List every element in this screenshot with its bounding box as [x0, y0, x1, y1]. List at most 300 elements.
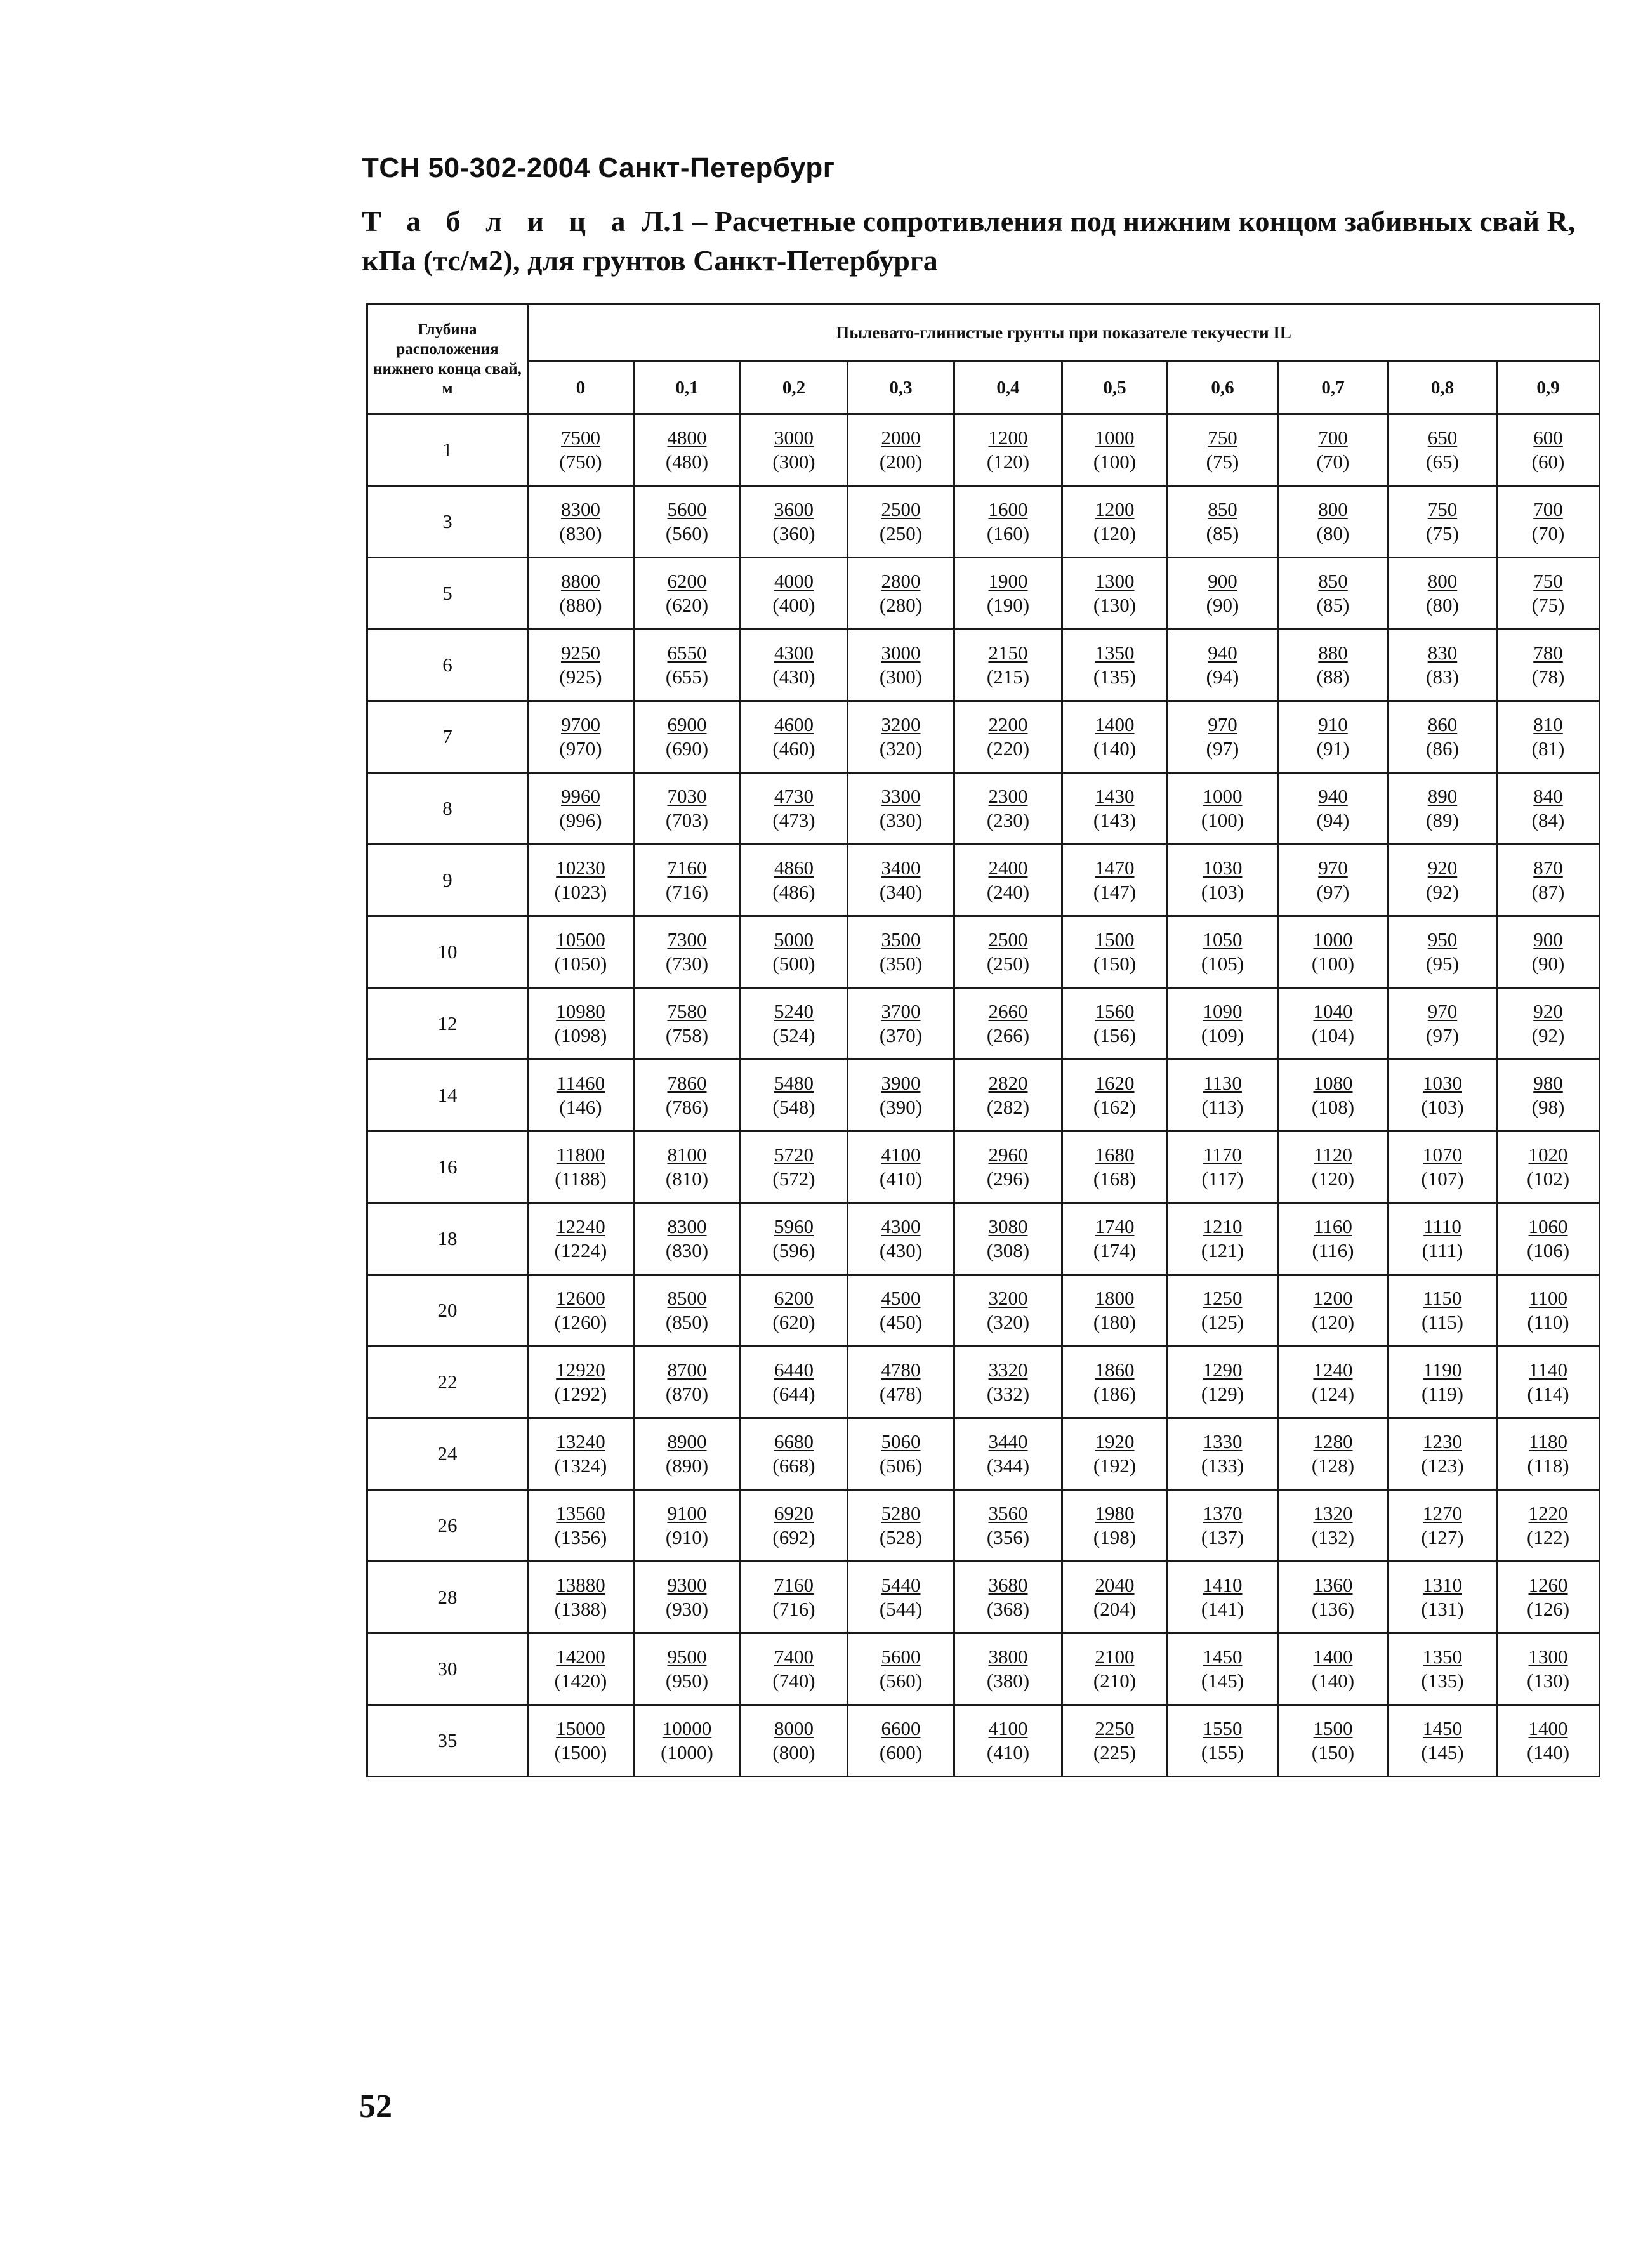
value-kpa: 3000 [774, 426, 814, 449]
value-tsm2: (114) [1527, 1383, 1569, 1405]
resistance-cell [634, 1562, 741, 1633]
value-tsm2: (750) [559, 451, 602, 473]
value-tsm2: (1324) [554, 1454, 607, 1477]
value-tsm2: (730) [665, 953, 709, 975]
value-kpa: 1130 [1203, 1072, 1242, 1094]
value-tsm2: (890) [665, 1454, 709, 1477]
resistance-cell [1497, 486, 1600, 558]
value-kpa: 780 [1533, 642, 1563, 664]
resistance-cell [1278, 1562, 1389, 1633]
resistance-cell [954, 414, 1062, 486]
value-tsm2: (104) [1311, 1024, 1355, 1046]
resistance-cell [741, 630, 848, 701]
resistance-cell [528, 916, 634, 988]
value-kpa: 8300 [667, 1215, 707, 1237]
value-kpa: 1450 [1423, 1717, 1462, 1739]
value-tsm2: (90) [1531, 953, 1565, 975]
value-kpa: 1070 [1423, 1144, 1462, 1166]
resistance-cell [954, 1633, 1062, 1705]
resistance-cell [1168, 845, 1278, 916]
resistance-cell [528, 701, 634, 773]
value-kpa: 8800 [561, 570, 600, 592]
depth-cell: 6 [367, 630, 528, 701]
resistance-cell [954, 1705, 1062, 1777]
value-kpa: 1470 [1095, 857, 1135, 879]
resistance-cell [1497, 1633, 1600, 1705]
value-kpa: 1270 [1423, 1502, 1462, 1524]
value-kpa: 940 [1208, 642, 1237, 664]
value-tsm2: (703) [665, 809, 709, 831]
value-kpa: 8300 [561, 498, 600, 520]
value-tsm2: (95) [1426, 953, 1459, 975]
resistance-cell [1168, 1347, 1278, 1418]
value-tsm2: (150) [1093, 953, 1137, 975]
value-tsm2: (716) [772, 1598, 815, 1620]
value-kpa: 1980 [1095, 1502, 1135, 1524]
depth-cell: 9 [367, 845, 528, 916]
value-tsm2: (1356) [554, 1526, 607, 1548]
value-kpa: 1360 [1313, 1574, 1353, 1596]
resistance-cell [528, 1131, 634, 1203]
depth-cell: 12 [367, 988, 528, 1060]
resistance-cell [741, 414, 848, 486]
resistance-cell [1062, 1705, 1168, 1777]
resistance-cell [741, 1203, 848, 1275]
value-tsm2: (100) [1201, 809, 1244, 831]
resistance-cell [848, 1490, 954, 1562]
table-row [367, 1275, 1600, 1347]
value-kpa: 1200 [1313, 1287, 1353, 1309]
value-tsm2: (400) [772, 594, 815, 616]
value-tsm2: (320) [879, 737, 923, 760]
resistance-cell [1497, 1418, 1600, 1490]
value-kpa: 2100 [1095, 1645, 1135, 1668]
value-tsm2: (75) [1426, 522, 1459, 544]
value-tsm2: (1500) [554, 1741, 607, 1764]
resistance-cell [1497, 1060, 1600, 1131]
resistance-cell [528, 1203, 634, 1275]
value-tsm2: (91) [1316, 737, 1350, 760]
resistance-cell [1278, 1705, 1389, 1777]
resistance-cell [1062, 1490, 1168, 1562]
value-tsm2: (107) [1421, 1168, 1464, 1190]
resistance-cell [1278, 630, 1389, 701]
value-tsm2: (280) [879, 594, 923, 616]
value-kpa: 1900 [988, 570, 1028, 592]
value-kpa: 8100 [667, 1144, 707, 1166]
resistance-cell [634, 558, 741, 630]
value-tsm2: (75) [1531, 594, 1565, 616]
value-tsm2: (116) [1312, 1239, 1354, 1262]
value-tsm2: (110) [1527, 1311, 1569, 1333]
value-tsm2: (120) [1311, 1168, 1355, 1190]
resistance-cell [1389, 630, 1497, 701]
value-kpa: 870 [1533, 857, 1563, 879]
table-caption-label: Т а б л и ц а [362, 205, 635, 237]
value-kpa: 2300 [988, 785, 1028, 807]
resistance-cell [1389, 1060, 1497, 1131]
value-kpa: 1550 [1203, 1717, 1243, 1739]
value-tsm2: (300) [772, 451, 815, 473]
resistance-cell [848, 1060, 954, 1131]
value-kpa: 1320 [1313, 1502, 1353, 1524]
resistance-cell [741, 1347, 848, 1418]
value-tsm2: (786) [665, 1096, 709, 1118]
resistance-cell [954, 1490, 1062, 1562]
value-kpa: 1600 [988, 498, 1028, 520]
value-kpa: 800 [1318, 498, 1348, 520]
value-tsm2: (147) [1093, 881, 1137, 903]
value-tsm2: (1420) [554, 1670, 607, 1692]
value-tsm2: (113) [1201, 1096, 1244, 1118]
value-tsm2: (473) [772, 809, 815, 831]
value-tsm2: (122) [1526, 1526, 1570, 1548]
resistance-cell [1497, 1562, 1600, 1633]
value-kpa: 10000 [662, 1717, 712, 1739]
value-tsm2: (370) [879, 1024, 923, 1046]
value-kpa: 2800 [881, 570, 921, 592]
resistance-cell [1389, 1275, 1497, 1347]
value-kpa: 7860 [667, 1072, 707, 1094]
value-tsm2: (140) [1311, 1670, 1355, 1692]
resistance-cell [1389, 1347, 1497, 1418]
resistance-cell [741, 1275, 848, 1347]
resistance-cell [1062, 1633, 1168, 1705]
table-row [367, 414, 1600, 486]
value-kpa: 1740 [1095, 1215, 1135, 1237]
resistance-cell [528, 1633, 634, 1705]
resistance-cell [954, 486, 1062, 558]
value-tsm2: (80) [1316, 522, 1350, 544]
resistance-cell [741, 773, 848, 845]
value-kpa: 10500 [556, 928, 605, 951]
liquidity-index-header: 0,9 [1497, 362, 1600, 414]
value-tsm2: (300) [879, 666, 923, 688]
resistance-cell [954, 916, 1062, 988]
resistance-cell [954, 701, 1062, 773]
value-tsm2: (560) [665, 522, 709, 544]
resistance-cell [741, 845, 848, 916]
resistance-cell [1168, 1490, 1278, 1562]
resistance-cell [528, 1705, 634, 1777]
table-row [367, 1562, 1600, 1633]
value-kpa: 4730 [774, 785, 814, 807]
resistance-cell [1168, 701, 1278, 773]
value-tsm2: (105) [1201, 953, 1244, 975]
resistance-cell [954, 988, 1062, 1060]
resistance-cell [848, 558, 954, 630]
value-tsm2: (740) [772, 1670, 815, 1692]
value-kpa: 12240 [556, 1215, 605, 1237]
depth-cell: 14 [367, 1060, 528, 1131]
value-tsm2: (215) [986, 666, 1030, 688]
resistance-cell [634, 701, 741, 773]
value-tsm2: (100) [1093, 451, 1137, 473]
resistance-cell [1389, 486, 1497, 558]
resistance-cell [1062, 701, 1168, 773]
value-tsm2: (78) [1531, 666, 1565, 688]
value-tsm2: (156) [1093, 1024, 1137, 1046]
value-tsm2: (600) [879, 1741, 923, 1764]
value-tsm2: (130) [1526, 1670, 1570, 1692]
value-kpa: 10980 [556, 1000, 605, 1022]
value-tsm2: (996) [559, 809, 602, 831]
resistance-cell [1278, 916, 1389, 988]
value-tsm2: (133) [1201, 1454, 1244, 1477]
resistance-cell [1389, 1203, 1497, 1275]
value-kpa: 14200 [556, 1645, 605, 1668]
depth-cell: 20 [367, 1275, 528, 1347]
value-tsm2: (480) [665, 451, 709, 473]
value-tsm2: (60) [1531, 451, 1565, 473]
value-kpa: 1430 [1095, 785, 1135, 807]
depth-cell: 10 [367, 916, 528, 988]
value-tsm2: (620) [772, 1311, 815, 1333]
resistance-cell [1389, 1490, 1497, 1562]
resistance-cell [1168, 1275, 1278, 1347]
depth-cell: 18 [367, 1203, 528, 1275]
value-tsm2: (486) [772, 881, 815, 903]
value-tsm2: (97) [1316, 881, 1350, 903]
resistance-cell [1168, 630, 1278, 701]
value-tsm2: (140) [1093, 737, 1137, 760]
value-kpa: 2500 [881, 498, 921, 520]
value-kpa: 7500 [561, 426, 600, 449]
value-kpa: 940 [1318, 785, 1348, 807]
value-kpa: 1100 [1529, 1287, 1567, 1309]
resistance-cell [848, 773, 954, 845]
resistance-cell [1278, 1347, 1389, 1418]
value-kpa: 880 [1318, 642, 1348, 664]
resistance-cell [528, 630, 634, 701]
resistance-cell [1389, 558, 1497, 630]
value-tsm2: (111) [1422, 1239, 1463, 1262]
resistance-cell [1168, 486, 1278, 558]
resistance-cell [1278, 1060, 1389, 1131]
value-kpa: 7030 [667, 785, 707, 807]
value-kpa: 850 [1208, 498, 1237, 520]
value-kpa: 5280 [881, 1502, 921, 1524]
liquidity-index-header-row [367, 362, 1600, 414]
resistance-cell [528, 558, 634, 630]
resistance-cell [1389, 773, 1497, 845]
value-kpa: 700 [1318, 426, 1348, 449]
depth-cell: 8 [367, 773, 528, 845]
value-tsm2: (75) [1206, 451, 1239, 473]
resistance-cell [1168, 1060, 1278, 1131]
resistance-cell [1062, 1131, 1168, 1203]
table-row [367, 1347, 1600, 1418]
value-kpa: 3200 [988, 1287, 1028, 1309]
value-kpa: 910 [1318, 713, 1348, 735]
resistance-cell [1168, 558, 1278, 630]
value-tsm2: (560) [879, 1670, 923, 1692]
resistance-cell [1389, 1418, 1497, 1490]
value-kpa: 4000 [774, 570, 814, 592]
value-kpa: 12600 [556, 1287, 605, 1309]
value-tsm2: (84) [1531, 809, 1565, 831]
value-tsm2: (97) [1426, 1024, 1459, 1046]
liquidity-index-header: 0,6 [1168, 362, 1278, 414]
depth-cell: 5 [367, 558, 528, 630]
value-kpa: 11460 [556, 1072, 605, 1094]
resistance-cell [528, 988, 634, 1060]
resistance-cell [848, 1633, 954, 1705]
value-kpa: 6440 [774, 1359, 814, 1381]
value-tsm2: (210) [1093, 1670, 1137, 1692]
value-kpa: 5480 [774, 1072, 814, 1094]
resistance-cell [528, 1490, 634, 1562]
value-tsm2: (1023) [554, 881, 607, 903]
value-kpa: 1300 [1095, 570, 1135, 592]
resistance-cell [1278, 701, 1389, 773]
value-tsm2: (186) [1093, 1383, 1137, 1405]
value-kpa: 1190 [1423, 1359, 1462, 1381]
value-tsm2: (572) [772, 1168, 815, 1190]
liquidity-index-header: 0,5 [1062, 362, 1168, 414]
value-kpa: 2250 [1095, 1717, 1135, 1739]
resistance-cell [1062, 486, 1168, 558]
document-header: ТСН 50-302-2004 Санкт-Петербург [362, 152, 835, 183]
resistance-cell [634, 988, 741, 1060]
value-kpa: 830 [1427, 642, 1458, 664]
resistance-cell [634, 1705, 741, 1777]
value-tsm2: (123) [1421, 1454, 1464, 1477]
value-tsm2: (716) [665, 881, 709, 903]
resistance-cell [848, 1275, 954, 1347]
value-kpa: 850 [1318, 570, 1348, 592]
resistance-cell [1278, 988, 1389, 1060]
value-kpa: 2820 [988, 1072, 1028, 1094]
depth-cell: 7 [367, 701, 528, 773]
value-tsm2: (125) [1201, 1311, 1244, 1333]
value-kpa: 3400 [881, 857, 921, 879]
value-kpa: 600 [1533, 426, 1563, 449]
value-tsm2: (830) [559, 522, 602, 544]
value-kpa: 1260 [1528, 1574, 1568, 1596]
value-tsm2: (98) [1531, 1096, 1565, 1118]
value-kpa: 750 [1533, 570, 1563, 592]
table-row [367, 1060, 1600, 1131]
value-kpa: 12920 [556, 1359, 605, 1381]
value-tsm2: (131) [1421, 1598, 1464, 1620]
value-tsm2: (117) [1201, 1168, 1244, 1190]
depth-cell: 1 [367, 414, 528, 486]
value-tsm2: (150) [1311, 1741, 1355, 1764]
value-tsm2: (1224) [554, 1239, 607, 1262]
value-tsm2: (350) [879, 953, 923, 975]
resistance-cell [741, 1490, 848, 1562]
liquidity-index-header: 0,1 [634, 362, 741, 414]
value-kpa: 6200 [667, 570, 707, 592]
value-tsm2: (620) [665, 594, 709, 616]
value-tsm2: (118) [1527, 1454, 1569, 1477]
value-kpa: 1110 [1423, 1215, 1461, 1237]
value-kpa: 3080 [988, 1215, 1028, 1237]
resistance-cell [1497, 1490, 1600, 1562]
value-tsm2: (120) [1093, 522, 1137, 544]
value-kpa: 2200 [988, 713, 1028, 735]
resistance-cell [1497, 845, 1600, 916]
value-kpa: 1020 [1528, 1144, 1568, 1166]
resistance-cell [1389, 845, 1497, 916]
value-tsm2: (655) [665, 666, 709, 688]
value-kpa: 1000 [1203, 785, 1243, 807]
resistance-cell [954, 1060, 1062, 1131]
resistance-cell [528, 773, 634, 845]
value-tsm2: (225) [1093, 1741, 1137, 1764]
resistance-cell [528, 1347, 634, 1418]
table-row [367, 558, 1600, 630]
value-tsm2: (97) [1206, 737, 1239, 760]
resistance-cell [954, 1203, 1062, 1275]
value-tsm2: (65) [1426, 451, 1459, 473]
table-caption-text: Л.1 – Расчетные сопротивления под нижним концом забивных свай R, кПа (тс/м2), для грунтов Санкт-Петербурга [362, 205, 1576, 277]
resistance-cell [1497, 630, 1600, 701]
value-kpa: 1200 [1095, 498, 1135, 520]
resistance-cell [1497, 414, 1600, 486]
resistance-cell [1168, 1705, 1278, 1777]
value-tsm2: (548) [772, 1096, 815, 1118]
value-tsm2: (1000) [661, 1741, 713, 1764]
value-kpa: 6920 [774, 1502, 814, 1524]
value-kpa: 6550 [667, 642, 707, 664]
value-kpa: 9500 [667, 1645, 707, 1668]
resistance-cell [1062, 1418, 1168, 1490]
value-tsm2: (668) [772, 1454, 815, 1477]
value-tsm2: (692) [772, 1526, 815, 1548]
value-kpa: 9700 [561, 713, 600, 735]
value-kpa: 1410 [1203, 1574, 1243, 1596]
resistance-cell [634, 1490, 741, 1562]
value-tsm2: (596) [772, 1239, 815, 1262]
resistance-cell [1168, 773, 1278, 845]
value-tsm2: (198) [1093, 1526, 1137, 1548]
resistance-cell [1497, 558, 1600, 630]
resistance-cell [1389, 1633, 1497, 1705]
resistance-cell [954, 630, 1062, 701]
value-tsm2: (103) [1201, 881, 1244, 903]
resistance-cell [634, 1633, 741, 1705]
resistance-cell [1062, 1275, 1168, 1347]
resistance-cell [1062, 1347, 1168, 1418]
resistance-cell [1168, 988, 1278, 1060]
resistance-cell [1062, 1060, 1168, 1131]
value-kpa: 6680 [774, 1430, 814, 1453]
liquidity-index-header: 0,3 [848, 362, 954, 414]
value-kpa: 890 [1427, 785, 1458, 807]
value-kpa: 9300 [667, 1574, 707, 1596]
table-row [367, 701, 1600, 773]
value-kpa: 1400 [1528, 1717, 1568, 1739]
value-tsm2: (135) [1093, 666, 1137, 688]
value-tsm2: (190) [986, 594, 1030, 616]
value-tsm2: (108) [1311, 1096, 1355, 1118]
resistance-cell [1168, 1633, 1278, 1705]
value-kpa: 1300 [1528, 1645, 1568, 1668]
value-kpa: 1090 [1203, 1000, 1243, 1022]
value-tsm2: (524) [772, 1024, 815, 1046]
value-kpa: 750 [1427, 498, 1458, 520]
table-title [362, 202, 1618, 280]
value-tsm2: (87) [1531, 881, 1565, 903]
value-tsm2: (230) [986, 809, 1030, 831]
value-tsm2: (478) [879, 1383, 923, 1405]
value-tsm2: (124) [1311, 1383, 1355, 1405]
resistance-cell [848, 1131, 954, 1203]
resistance-cell [1062, 630, 1168, 701]
value-tsm2: (360) [772, 522, 815, 544]
